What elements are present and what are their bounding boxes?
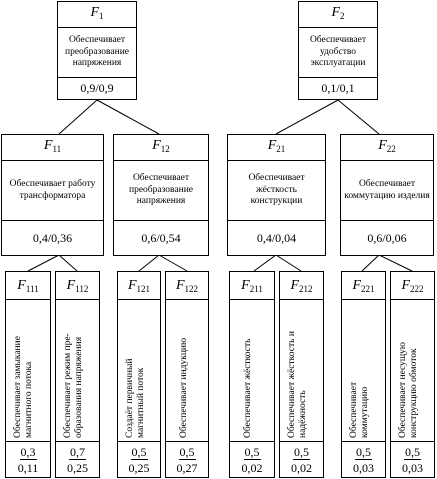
function-box-f22 [340, 134, 434, 256]
function-description: Обеспечивает коммутацию изделия [341, 161, 433, 221]
description-line-1: Обеспечивает несущую [398, 341, 408, 438]
fraction-denominator: 0,02 [241, 461, 263, 475]
fraction-numerator: 0,5 [405, 445, 420, 459]
function-title [166, 272, 208, 300]
description-line-1: Обеспечивает режим пре- [63, 333, 73, 438]
function-index: 2 [340, 11, 345, 21]
function-value-fraction [280, 445, 323, 475]
fraction-denominator: 0,25 [67, 461, 88, 475]
fraction-numerator: 0,5 [294, 445, 309, 459]
fraction-numerator: 0,7 [70, 445, 85, 459]
function-value: 0,4/0,04 [256, 230, 297, 245]
function-letter: F [401, 278, 411, 293]
function-value-fraction [166, 445, 208, 475]
function-value-fraction [230, 445, 274, 475]
function-description [230, 300, 274, 442]
function-title [228, 135, 325, 161]
function-index: 21 [276, 144, 286, 154]
function-letter: F [175, 278, 185, 293]
description-line-1: Обеспечивает жёсткость и [287, 331, 297, 438]
function-index: 122 [184, 284, 199, 294]
function-title [56, 272, 99, 300]
fraction-denominator: 0,03 [402, 461, 423, 475]
fraction-denominator: 0,27 [176, 461, 198, 475]
function-box-f111 [5, 271, 51, 478]
fraction-denominator: 0,25 [128, 461, 150, 475]
function-box-f122 [165, 271, 209, 478]
description-line-1: Обеспечивает замыкание [13, 336, 23, 438]
description-line-2: надёжность [298, 390, 308, 438]
description-line-2: магнитный поток [136, 367, 146, 438]
function-index: 1 [99, 11, 104, 21]
function-letter: F [43, 138, 53, 153]
function-title [230, 272, 274, 300]
function-description: Обеспечивает удобство эксплуатации [299, 28, 377, 78]
function-box-f112 [55, 271, 100, 478]
fraction-numerator: 0,5 [179, 445, 195, 459]
function-box-f21 [227, 134, 326, 256]
function-title [342, 272, 385, 300]
function-description: Обеспечивает преобразование напряжения [58, 28, 136, 78]
function-value-fraction [118, 445, 160, 475]
function-value-fraction [342, 445, 385, 475]
function-title [114, 135, 208, 161]
function-title [299, 2, 377, 28]
function-description [342, 300, 385, 442]
description-line-1: Обеспечивает жёсткость [243, 338, 253, 438]
description-line-1: Обеспечивает индукцию [179, 337, 189, 438]
function-value: 0,4/0,36 [32, 230, 73, 245]
function-index: 221 [361, 284, 375, 294]
fraction-denominator: 0,11 [17, 461, 39, 475]
description-line-2: образования напряжения [74, 336, 84, 438]
function-value: 0,1/0,1 [321, 81, 355, 95]
function-box-f12 [113, 134, 209, 256]
fraction-numerator: 0,5 [131, 445, 147, 459]
function-title [280, 272, 323, 300]
function-letter: F [378, 138, 387, 153]
function-description: Обеспечивает работу трансформатора [2, 161, 103, 221]
function-index: 111 [25, 284, 39, 294]
function-value: 0,6/0,06 [367, 230, 407, 245]
function-box-f121 [117, 271, 161, 478]
function-letter: F [90, 5, 100, 20]
function-letter: F [66, 278, 76, 293]
function-index: 11 [52, 144, 62, 154]
function-value-fraction [6, 445, 50, 475]
function-value-fraction [391, 445, 434, 475]
function-description [280, 300, 323, 442]
description-line-1: Создаёт первичный [125, 358, 135, 438]
function-value: 0,9/0,9 [80, 81, 114, 95]
function-letter: F [331, 5, 341, 20]
description-line-2: коммутацию [360, 386, 370, 438]
function-description [6, 300, 50, 442]
function-title [58, 2, 136, 28]
function-value-fraction [56, 445, 99, 475]
function-letter: F [127, 278, 137, 293]
function-letter: F [267, 138, 277, 153]
function-index: 121 [136, 284, 151, 294]
fraction-numerator: 0,3 [20, 445, 36, 459]
function-index: 212 [299, 284, 313, 294]
fraction-numerator: 0,5 [244, 445, 260, 459]
function-title [341, 135, 433, 161]
function-box-f222 [390, 271, 435, 478]
function-index: 12 [160, 144, 170, 154]
function-box-f11 [1, 134, 104, 256]
function-letter: F [290, 278, 300, 293]
function-index: 222 [410, 284, 424, 294]
function-box-f211 [229, 271, 275, 478]
function-box-f1 [57, 1, 137, 100]
description-line-1: Обеспечивает [349, 381, 359, 438]
function-letter: F [152, 138, 161, 153]
function-title [118, 272, 160, 300]
function-description [391, 300, 434, 442]
description-line-2: конструкцию обмоток [409, 348, 419, 438]
function-value: 0,6/0,54 [141, 230, 181, 245]
fraction-numerator: 0,5 [356, 445, 371, 459]
function-title [391, 272, 434, 300]
function-description [56, 300, 99, 442]
function-index: 22 [386, 144, 396, 154]
fraction-denominator: 0,02 [291, 461, 312, 475]
fraction-denominator: 0,03 [353, 461, 374, 475]
function-index: 112 [75, 284, 89, 294]
function-description: Обеспечивает преобразование напряжения [114, 161, 208, 221]
description-line-2: магнитного потока [24, 361, 34, 438]
function-title [2, 135, 103, 161]
function-box-f212 [279, 271, 324, 478]
function-box-f2 [298, 1, 378, 100]
function-description [166, 300, 208, 442]
function-title [6, 272, 50, 300]
function-description [118, 300, 160, 442]
function-letter: F [241, 278, 250, 293]
function-letter: F [352, 278, 362, 293]
function-box-f221 [341, 271, 386, 478]
function-index: 211 [249, 284, 263, 294]
function-description: Обеспечивает жёсткость конструкции [228, 161, 325, 221]
function-letter: F [17, 278, 26, 293]
